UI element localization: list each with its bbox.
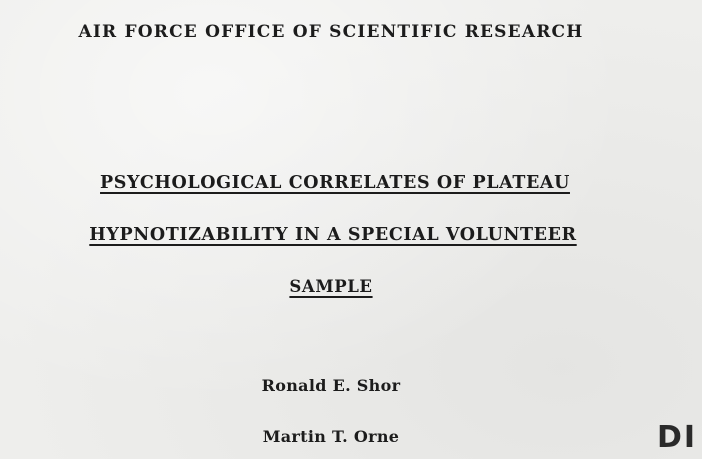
- title-line-3: SAMPLE: [289, 277, 373, 296]
- title-line-1: PSYCHOLOGICAL CORRELATES OF PLATEAU: [100, 173, 570, 193]
- corner-stamp-fragment: DI: [657, 420, 698, 455]
- title-line-2: HYPNOTIZABILITY IN A SPECIAL VOLUNTEER: [89, 225, 577, 245]
- author-1: Ronald E. Shor: [261, 376, 401, 395]
- agency-heading: AIR FORCE OFFICE OF SCIENTIFIC RESEARCH: [78, 22, 584, 42]
- author-2: Martin T. Orne: [262, 427, 400, 446]
